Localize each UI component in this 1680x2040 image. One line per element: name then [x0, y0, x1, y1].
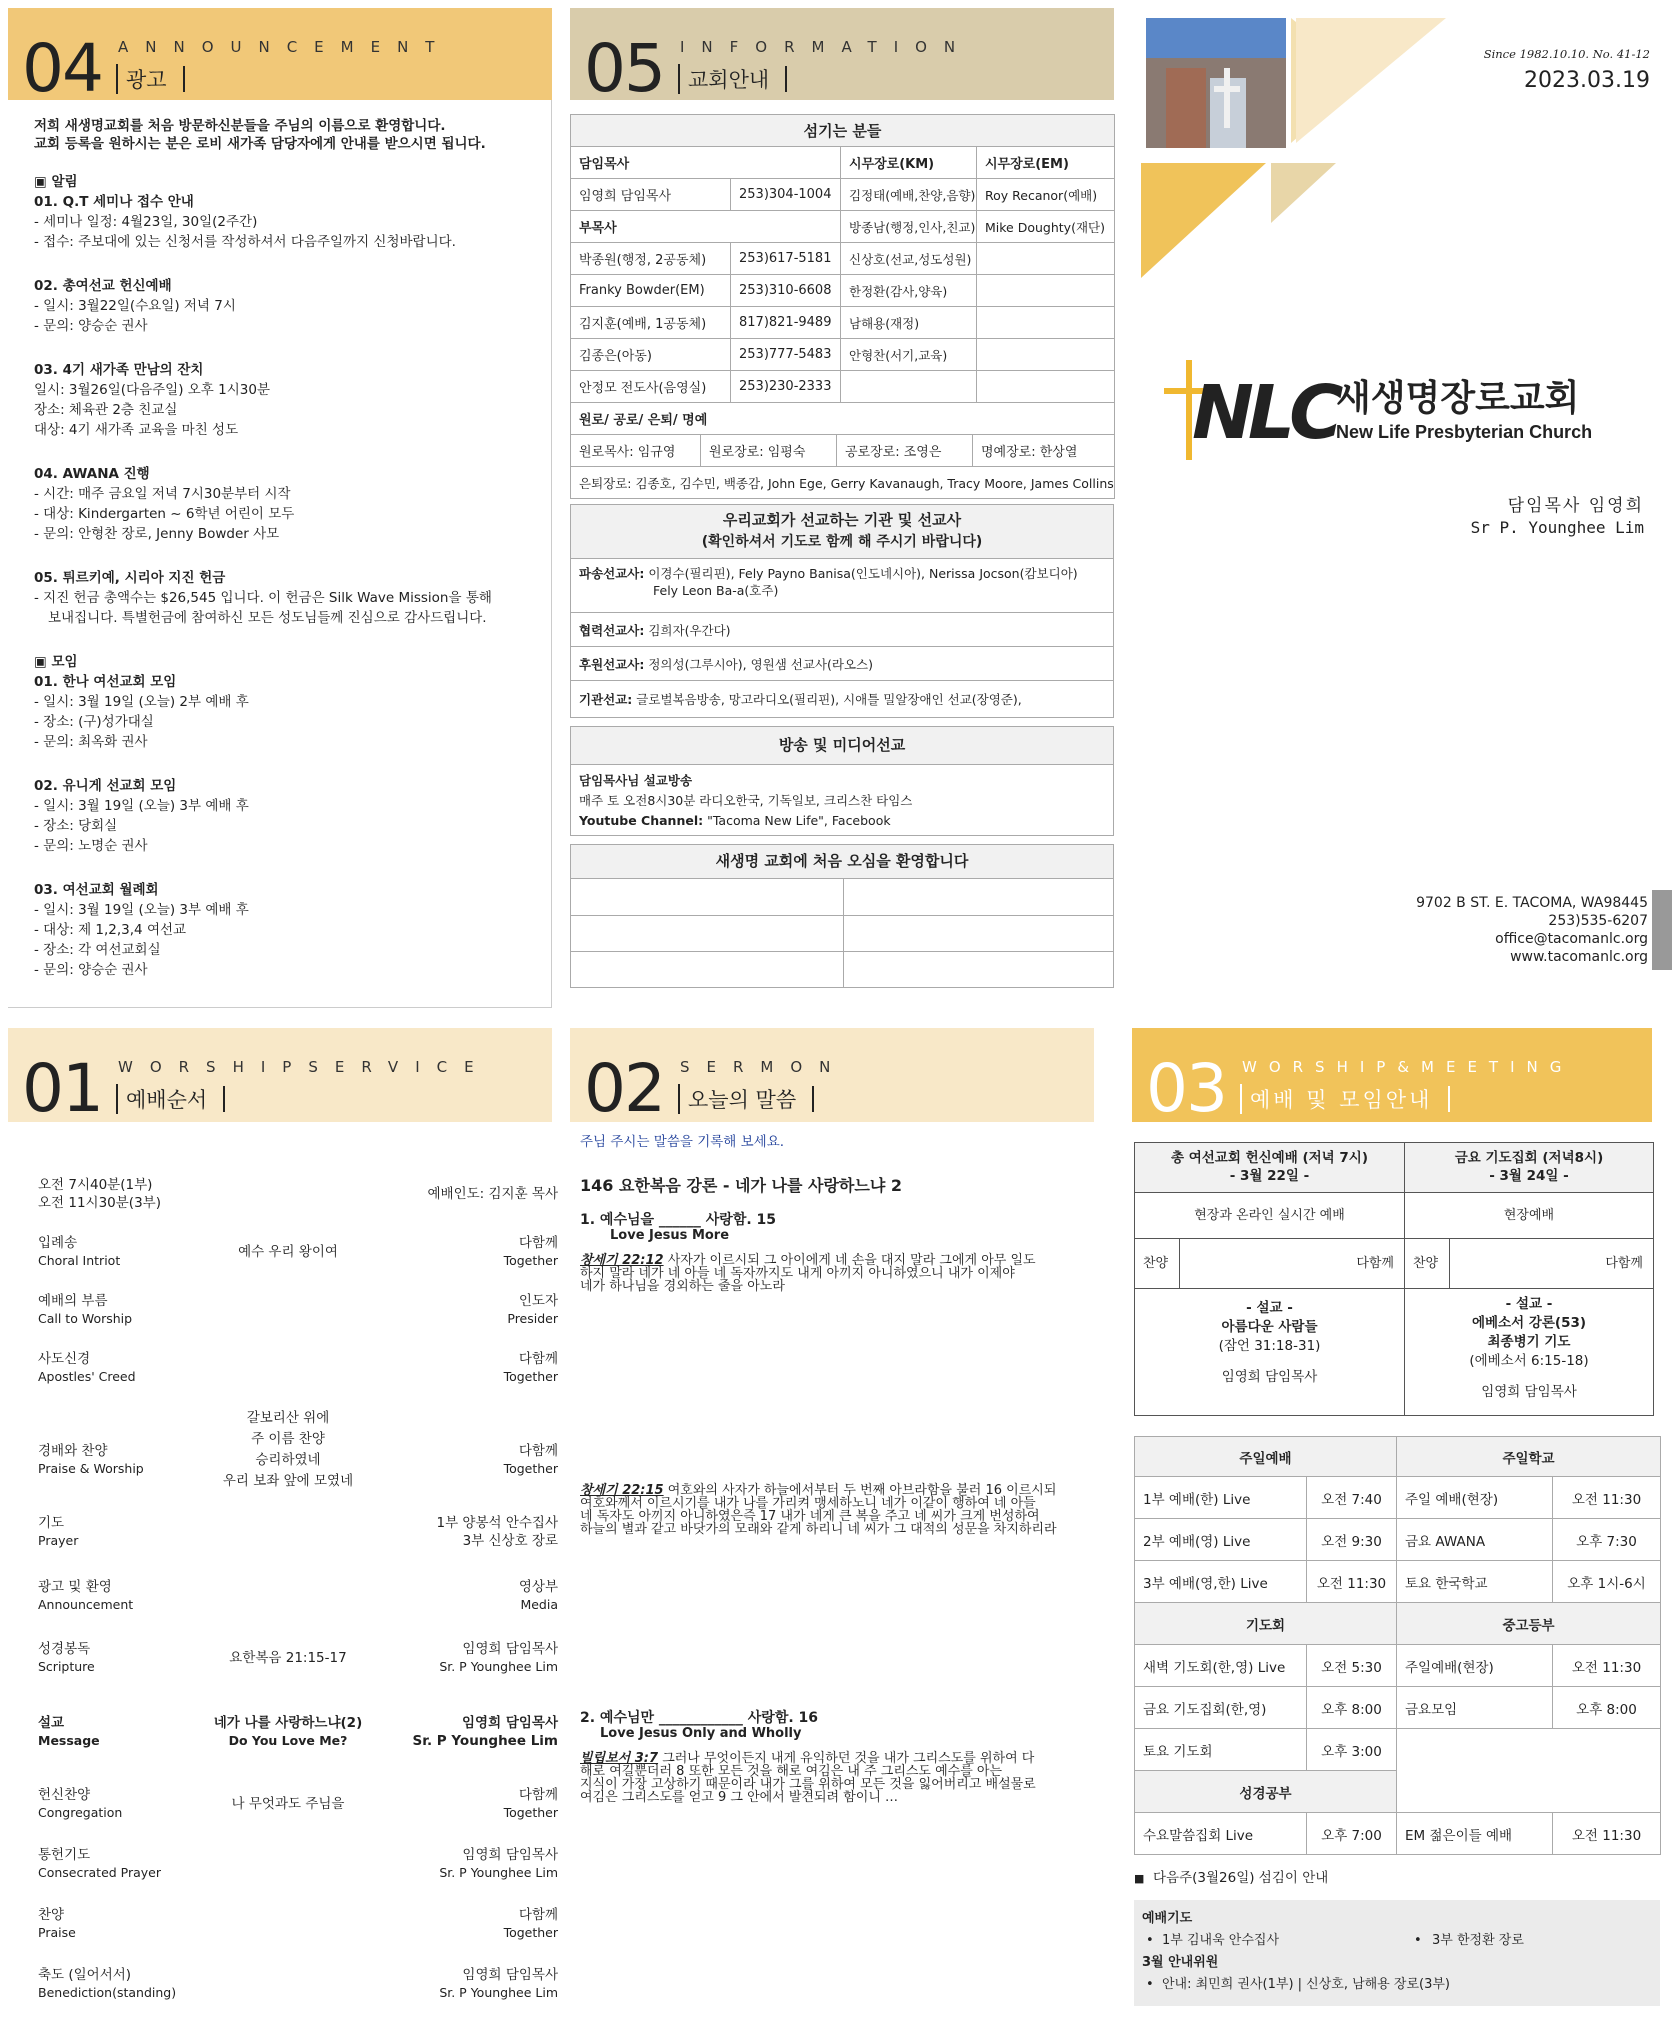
notice-4-line: - 대상: Kindergarten ~ 6학년 어린이 모두: [34, 506, 295, 522]
point-1-en: Love Jesus More: [610, 1228, 730, 1243]
table-cell: 원로장로: 임평숙: [701, 435, 837, 467]
table-cell: 공로장로: 조영은: [837, 435, 973, 467]
order-person: 임영희 담임목사: [462, 1847, 558, 1863]
welcome-line-1: 저희 새생명교회를 처음 방문하신분들을 주님의 이름으로 환영합니다.: [34, 118, 446, 134]
prayer-person: 1부 김내욱 안수집사: [1162, 1933, 1279, 1948]
km-header: 시무장로(KM): [841, 147, 977, 179]
table-cell: Franky Bowder(EM): [571, 275, 731, 307]
meeting-1-line: - 문의: 최옥화 권사: [34, 734, 148, 750]
service-time: 오전 7시40분(1부): [38, 1177, 153, 1193]
church-logo: [1164, 360, 1644, 480]
table-cell: 은퇴장로: 김종호, 김수민, 백종감, John Ege, Gerry Kavanaugh, Tracy Moore, James Collins: [571, 467, 1115, 499]
order-title-en: Choral Intriot: [38, 1253, 121, 1268]
order-person-en: Sr. P Younghee Lim: [412, 1733, 558, 1749]
missionary-label: 협력선교사:: [579, 623, 645, 638]
order-title: 성경봉독: [38, 1641, 91, 1657]
order-person: 다함께: [518, 1443, 558, 1459]
missionary-list: 글로벌복음방송, 망고라디오(필리핀), 시애틀 밀알장애인 선교(장영준),: [636, 692, 1022, 707]
verse-text: 네 독자도 아끼지 아니하였은즉 17 내가 네게 큰 복을 주고 네 씨가 크게 번성하여: [580, 1509, 1040, 1524]
table-cell: 오전 5:30: [1307, 1645, 1397, 1687]
table-cell: 남해용(재정): [841, 307, 977, 339]
order-title-en: Scripture: [38, 1659, 95, 1674]
verse-ref: 창세기 22:15: [580, 1483, 664, 1498]
order-content: 우리 보좌 앞에 모였네: [222, 1473, 354, 1489]
media-line: 매주 토 오전8시30분 라디오한국, 기독일보, 크리스찬 타임스: [579, 793, 913, 808]
table-cell: 817)821-9489: [731, 307, 841, 339]
service-place: 현장예배: [1405, 1193, 1653, 1239]
verse-text: 사자가 이르시되 그 아이에게 네 손을 대지 말라 그에게 아무 일도: [663, 1253, 1036, 1268]
order-person-en: Media: [520, 1597, 558, 1612]
verse-2: [580, 1484, 1057, 1536]
phone-line: 253)535-6207: [1548, 913, 1648, 929]
sermon-panel: [570, 1028, 1114, 2032]
verse-1: [580, 1254, 1036, 1293]
order-person-en: Together: [503, 1925, 558, 1940]
meeting-2-line: - 문의: 노명순 권사: [34, 838, 148, 854]
staff-table: [570, 114, 1115, 435]
table-cell: 오후 8:00: [1553, 1687, 1661, 1729]
table-cell: 금요 기도집회(한,영): [1135, 1687, 1307, 1729]
table-cell: 한정환(감사,양육): [841, 275, 977, 307]
section-number: 04: [22, 30, 102, 107]
order-title: 광고 및 환영: [38, 1579, 112, 1595]
table-cell: 금요 AWANA: [1397, 1519, 1553, 1561]
bullet-icon: •: [1146, 1977, 1154, 1992]
missionary-list: 정의성(그루시아), 영원샘 선교사(라오스): [648, 657, 873, 672]
notice-3-line: 일시: 3월26일(다음주일) 오후 1시30분: [34, 382, 270, 398]
sermon-title: 최종병기 기도: [1487, 1334, 1571, 1350]
missionary-list: 이경수(필리핀), Fely Payno Banisa(인도네시아), Nerissa Jocson(캄보디아): [648, 566, 1078, 581]
prayer-heading: 예배기도: [1142, 1911, 1193, 1926]
address-line: 9702 B ST. E. TACOMA, WA98445: [1416, 895, 1648, 911]
church-name-en: New Life Presbyterian Church: [1336, 422, 1593, 442]
section-eng-title: INFORMATION: [680, 38, 973, 56]
media-line: 담임목사님 설교방송: [579, 773, 693, 788]
order-title-en: Benediction(standing): [38, 1985, 177, 2000]
table-cell: 주일예배(현장): [1397, 1645, 1553, 1687]
meeting-3-line: - 문의: 양승순 권사: [34, 962, 148, 978]
table-cell: 김지훈(예배, 1공동체): [571, 307, 731, 339]
order-title: 예배의 부름: [38, 1293, 108, 1309]
cover-graphic: [1136, 8, 1476, 308]
senior-header: 담임목사: [571, 147, 841, 179]
worship-leader: 예배인도: 김지훈 목사: [427, 1186, 558, 1202]
service-place: 현장과 온라인 실시간 예배: [1135, 1193, 1405, 1239]
meeting-3-title: 03. 여선교회 월례회: [34, 882, 159, 898]
meeting-2-line: - 일시: 3월 19일 (오늘) 3부 예배 후: [34, 798, 249, 814]
verse-text: 여김은 그리스도를 얻고 9 그 안에서 발견되려 함이니 …: [580, 1790, 899, 1805]
meeting-1-line: - 장소: (구)성가대실: [34, 714, 154, 730]
square-bullet-icon: ■: [1134, 1872, 1145, 1885]
email-line: office@tacomanlc.org: [1495, 931, 1648, 947]
announcement-panel: [8, 8, 552, 1008]
order-content: 갈보리산 위에: [246, 1410, 330, 1426]
verse-text: 해로 여길뿐더러 8 또한 모든 것을 해로 여김은 내 주 그리스도 예수를 아는: [580, 1764, 1003, 1779]
schedule-header: 주일예배: [1135, 1437, 1397, 1477]
verse-text: 여호와께서 이르시기를 내가 나를 가리켜 맹세하노니 네가 이같이 행하여 네 아들: [580, 1496, 1036, 1511]
assoc-header: 부목사: [571, 211, 841, 243]
praise-label: 찬양: [1413, 1256, 1439, 1271]
table-cell: 오후 8:00: [1307, 1687, 1397, 1729]
service-date: - 3월 24일 -: [1489, 1168, 1569, 1184]
order-title: 통헌기도: [38, 1847, 91, 1863]
table-cell: 253)777-5483: [731, 339, 841, 371]
table-cell: 오후 7:00: [1307, 1813, 1397, 1855]
point-2: 2. 예수님만 ____________ 사랑함. 16: [580, 1710, 819, 1726]
order-title: 입례송: [38, 1235, 78, 1251]
notice-4-line: - 문의: 안형찬 장로, Jenny Bowder 사모: [34, 526, 280, 542]
table-cell: 오전 9:30: [1307, 1519, 1397, 1561]
usher-heading: 3월 안내위원: [1142, 1955, 1219, 1970]
missions-title: 우리교회가 선교하는 기관 및 선교사: [722, 511, 962, 529]
verse-text: 네가 하나님을 경외하는 줄을 아노라: [580, 1279, 785, 1294]
table-cell: 오전 11:30: [1553, 1477, 1661, 1519]
table-cell: 안정모 전도사(음영실): [571, 371, 731, 403]
table-cell: 방종남(행정,인사,친교): [841, 211, 977, 243]
pastor-name-en: Sr P. Younghee Lim: [1470, 518, 1644, 537]
order-person: 다함께: [518, 1235, 558, 1251]
media-label: Youtube Channel:: [579, 813, 704, 828]
meeting-panel: [1132, 1028, 1672, 2032]
order-person: 인도자: [518, 1293, 558, 1309]
order-person-en: Sr. P Younghee Lim: [439, 1659, 558, 1674]
order-title: 경배와 찬양: [38, 1443, 108, 1459]
meeting-2-line: - 장소: 당회실: [34, 818, 118, 834]
service-title: 총 여선교회 헌신예배 (저녁 7시): [1170, 1150, 1369, 1166]
table-cell: 2부 예배(영) Live: [1135, 1519, 1307, 1561]
notice-5-line: - 지진 헌금 총액수는 $26,545 입니다. 이 헌금은 Silk Wave Mission을 통해: [34, 590, 492, 606]
point-2-en: Love Jesus Only and Wholly: [600, 1726, 802, 1741]
since-line: Since 1982.10.10. No. 41-12: [1483, 47, 1650, 61]
schedule-table: [1134, 1436, 1661, 1855]
missionary-list: Fely Leon Ba-a(호주): [653, 583, 779, 598]
elders-header: 원로/ 공로/ 은퇴/ 명예: [571, 403, 1115, 435]
order-person-en: Presider: [507, 1311, 558, 1326]
order-person-en: Together: [503, 1253, 558, 1268]
preacher: 임영희 담임목사: [1481, 1384, 1577, 1400]
verse-text: 그러나 무엇이든지 내게 유익하던 것을 내가 그리스도를 위하여 다: [658, 1751, 1035, 1766]
section-number: 02: [584, 1050, 664, 1127]
order-title: 축도 (일어서서): [38, 1967, 132, 1983]
order-row: [38, 1408, 558, 1498]
order-title: 설교: [38, 1715, 65, 1731]
section-kor-title: 오늘의 말씀: [678, 1084, 814, 1114]
order-person: 다함께: [518, 1907, 558, 1923]
table-cell: 안형찬(서기,교육): [841, 339, 977, 371]
table-cell: 오전 11:30: [1553, 1813, 1661, 1855]
order-person-en: Sr. P Younghee Lim: [439, 1985, 558, 2000]
notice-1-line: - 세미나 일정: 4월23일, 30일(2주간): [34, 214, 258, 230]
praise-value: 다함께: [1605, 1256, 1643, 1271]
order-person: 1부 양봉석 안수집사: [436, 1515, 558, 1531]
sermon-ref: (에베소서 6:15-18): [1469, 1353, 1589, 1369]
order-title-en: Announcement: [38, 1597, 134, 1612]
staff-title: 섬기는 분들: [571, 115, 1115, 147]
meeting-1-line: - 일시: 3월 19일 (오늘) 2부 예배 후: [34, 694, 249, 710]
notice-2-line: - 일시: 3월22일(수요일) 저녁 7시: [34, 298, 236, 314]
service-title: 금요 기도집회 (저녁8시): [1454, 1150, 1604, 1166]
verse-text: 여호와의 사자가 하늘에서부터 두 번째 아브라함을 불러 16 이르시되: [663, 1483, 1057, 1498]
notice-4-title: 04. AWANA 진행: [34, 466, 150, 482]
section-kor-title: 예배 및 모임안내: [1240, 1084, 1450, 1114]
section-kor-title: 예배순서: [116, 1084, 225, 1114]
order-content: 요한복음 21:15-17: [229, 1650, 347, 1666]
notice-5-line: 보내집니다. 특별헌금에 참여하신 모든 성도님들께 진심으로 감사드립니다.: [48, 610, 487, 626]
order-title: 기도: [38, 1515, 65, 1531]
notice-3-line: 장소: 체육관 2층 친교실: [34, 402, 178, 418]
sermon-title: 네가 나를 사랑하느냐(2): [213, 1715, 363, 1731]
next-week-box: [1134, 1900, 1660, 2006]
order-title-en: Message: [38, 1733, 100, 1748]
table-cell: 김정태(예배,찬양,음향): [841, 179, 977, 211]
missionary-label: 후원선교사:: [579, 657, 645, 672]
table-cell: 주일 예배(현장): [1397, 1477, 1553, 1519]
meeting-header: [1132, 1028, 1652, 1127]
point-1: 1. 예수님을 ______ 사랑함. 15: [580, 1212, 777, 1228]
order-person: 다함께: [518, 1787, 558, 1803]
missionary-label: 파송선교사:: [579, 566, 645, 581]
welcome-title: 새생명 교회에 처음 오심을 환영합니다: [571, 845, 1113, 879]
section-kor-title: 교회안내: [678, 64, 787, 94]
table-cell: Roy Recanor(예배): [977, 179, 1115, 211]
section-number: 01: [22, 1050, 102, 1127]
missionary-list: 김희자(우간다): [648, 623, 731, 638]
em-header: 시무장로(EM): [977, 147, 1115, 179]
order-title-en: Praise & Worship: [38, 1461, 144, 1476]
table-cell: 3부 예배(영,한) Live: [1135, 1561, 1307, 1603]
usher-list: 안내: 최민희 권사(1부) | 신상호, 남해용 장로(3부): [1162, 1977, 1451, 1992]
section-eng-title: ANNOUNCEMENT: [118, 38, 452, 56]
order-person-en: Together: [503, 1461, 558, 1476]
praise-label: 찬양: [1143, 1256, 1169, 1271]
table-cell: 오전 7:40: [1307, 1477, 1397, 1519]
table-cell: 임영희 담임목사: [571, 179, 731, 211]
order-person: 임영희 담임목사: [462, 1715, 558, 1731]
special-services-box: [1134, 1142, 1654, 1416]
sermon-header: [570, 1028, 1094, 1127]
service-time: 오전 11시30분(3부): [38, 1195, 161, 1211]
missionary-label: 기관선교:: [579, 692, 633, 707]
order-title-en: Apostles' Creed: [38, 1369, 136, 1384]
order-content: 나 무엇과도 주님을: [231, 1796, 345, 1812]
church-name-kr: 새생명장로교회: [1336, 378, 1580, 419]
order-content: 주 이름 찬양: [251, 1431, 325, 1447]
table-cell: EM 젊은이들 예배: [1397, 1813, 1553, 1855]
section-number: 03: [1146, 1050, 1226, 1127]
table-cell: 새벽 기도회(한,영) Live: [1135, 1645, 1307, 1687]
table-cell: 박종원(행정, 2공동체): [571, 243, 731, 275]
sermon-ref: (잠언 31:18-31): [1218, 1338, 1321, 1354]
notice-2-line: - 문의: 양승순 권사: [34, 318, 148, 334]
announcement-header: [8, 8, 552, 107]
order-title: 사도신경: [38, 1351, 91, 1367]
verse-text: 하늘의 별과 같고 바닷가의 모래와 같게 하리니 네 씨가 그 대적의 성문을 차지하리라: [580, 1522, 1057, 1537]
order-person: 임영희 담임목사: [462, 1641, 558, 1657]
meeting-3-line: - 일시: 3월 19일 (오늘) 3부 예배 후: [34, 902, 249, 918]
verse-3: [580, 1752, 1036, 1804]
table-cell: 김종은(아동): [571, 339, 731, 371]
table-cell: 명예장로: 한상열: [973, 435, 1115, 467]
meeting-1-title: 01. 한나 여선교회 모임: [34, 674, 177, 690]
table-cell: 수요말씀집회 Live: [1135, 1813, 1307, 1855]
sermon-title: 에베소서 강론(53): [1471, 1315, 1587, 1331]
schedule-header: 중고등부: [1397, 1603, 1661, 1645]
table-cell: Mike Doughty(재단): [977, 211, 1115, 243]
schedule-header: 주일학교: [1397, 1437, 1661, 1477]
website-line: www.tacomanlc.org: [1510, 949, 1648, 965]
information-header: [570, 8, 1114, 107]
verse-ref: 창세기 22:12: [580, 1253, 664, 1268]
missions-subtitle: (확인하셔서 기도로 함께 해 주시기 바랍니다): [701, 534, 983, 550]
next-week-title: [1134, 1868, 1328, 1889]
bullet-icon: •: [1414, 1933, 1422, 1948]
verse-text: 지식이 가장 고상하기 때문이라 내가 그를 위하여 모든 것을 잃어버리고 배설물로: [580, 1777, 1036, 1792]
table-cell: 오후 1시-6시: [1553, 1561, 1661, 1603]
table-cell: 원로목사: 임규영: [571, 435, 701, 467]
order-content: 예수 우리 왕이여: [238, 1244, 338, 1260]
notice-4-line: - 시간: 매주 금요일 저녁 7시30분부터 시작: [34, 486, 291, 502]
prayer-person: 3부 한정환 장로: [1432, 1933, 1524, 1948]
service-date: - 3월 22일 -: [1229, 1168, 1310, 1184]
table-cell: 토요 한국학교: [1397, 1561, 1553, 1603]
table-cell: 253)617-5181: [731, 243, 841, 275]
order-person: 임영희 담임목사: [462, 1967, 558, 1983]
elders-table: [570, 434, 1115, 499]
meeting-heading: ▣ 모임: [34, 654, 78, 670]
order-title-en: Call to Worship: [38, 1311, 133, 1326]
sermon-title-en: Do You Love Me?: [228, 1733, 348, 1748]
notice-3-line: 대상: 4기 새가족 교육을 마친 성도: [34, 422, 239, 438]
order-title-en: Prayer: [38, 1533, 79, 1548]
table-cell: 오전 11:30: [1553, 1645, 1661, 1687]
table-cell: 토요 기도회: [1135, 1729, 1307, 1771]
verse-ref: 빌립보서 3:7: [580, 1751, 659, 1766]
logo-letters: NLC: [1192, 370, 1338, 456]
section-kor-title: 광고: [116, 64, 185, 94]
order-person-en: Together: [503, 1369, 558, 1384]
welcome-line-2: 교회 등록을 원하시는 분은 로비 새가족 담당자에게 안내를 받으시면 됩니다.: [34, 136, 486, 152]
order-person-en: Together: [503, 1805, 558, 1820]
praise-value: 다함께: [1356, 1256, 1394, 1271]
sermon-label: - 설교 -: [1246, 1300, 1293, 1316]
order-person: 3부 신상호 장로: [462, 1533, 558, 1549]
table-cell: 신상호(선교,성도성원): [841, 243, 977, 275]
table-cell: 오후 3:00: [1307, 1729, 1397, 1771]
cover-panel: [1136, 8, 1672, 1008]
table-cell: 253)304-1004: [731, 179, 841, 211]
schedule-header: 기도회: [1135, 1603, 1397, 1645]
side-bar: [1652, 890, 1672, 970]
pastor-name-kr: 담임목사 임영희: [1507, 496, 1644, 516]
media-box: [570, 726, 1114, 836]
preacher: 임영희 담임목사: [1221, 1369, 1318, 1385]
welcome-box: [570, 844, 1114, 988]
table-cell: 오후 7:30: [1553, 1519, 1661, 1561]
media-line: "Tacoma New Life", Facebook: [707, 813, 891, 828]
table-cell: 금요모임: [1397, 1687, 1553, 1729]
notice-1-title: 01. Q.T 세미나 접수 안내: [34, 194, 194, 210]
order-person: 영상부: [518, 1579, 558, 1595]
meeting-2-title: 02. 유니게 선교회 모임: [34, 778, 177, 794]
table-cell: 253)230-2333: [731, 371, 841, 403]
table-cell: 253)310-6608: [731, 275, 841, 307]
order-title-en: Consecrated Prayer: [38, 1865, 162, 1880]
notice-1-line: - 접수: 주보대에 있는 신청서를 작성하셔서 다음주일까지 신청바랍니다.: [34, 234, 456, 250]
information-panel: [570, 8, 1114, 1008]
order-person: 다함께: [518, 1351, 558, 1367]
order-person-en: Sr. P Younghee Lim: [439, 1865, 558, 1880]
notice-5-title: 05. 튀르키예, 시리아 지진 헌금: [34, 570, 226, 586]
missions-box: [570, 504, 1114, 718]
section-eng-title: SERMON: [680, 1058, 848, 1076]
order-title-en: Congregation: [38, 1805, 123, 1820]
sermon-intro: 주님 주시는 말씀을 기록해 보세요.: [580, 1134, 785, 1150]
worship-header: [8, 1028, 552, 1127]
order-title: 헌신찬양: [38, 1787, 91, 1803]
section-eng-title: WORSHIPSERVICE: [118, 1058, 491, 1076]
schedule-header: 성경공부: [1135, 1771, 1397, 1813]
table-cell: 오전 11:30: [1307, 1561, 1397, 1603]
next-week-label: 다음주(3월26일) 섬김이 안내: [1153, 1870, 1329, 1886]
order-title: 찬양: [38, 1907, 65, 1923]
section-eng-title: WORSHIP&MEETING: [1242, 1058, 1574, 1076]
verse-text: 하지 말라 네가 네 아들 네 독자까지도 내게 아끼지 아니하였으니 내가 이제야: [580, 1266, 1015, 1281]
bullet-icon: •: [1146, 1933, 1154, 1948]
worship-panel: [8, 1028, 558, 2032]
sermon-title: 아름다운 사람들: [1221, 1319, 1318, 1335]
bulletin-date: 2023.03.19: [1524, 68, 1650, 93]
notice-2-title: 02. 총여선교 헌신예배: [34, 278, 172, 294]
meeting-3-line: - 장소: 각 여선교회실: [34, 942, 161, 958]
notice-heading: ▣ 알림: [34, 174, 78, 190]
meeting-3-line: - 대상: 제 1,2,3,4 여선교: [34, 922, 187, 938]
notice-3-title: 03. 4기 새가족 만남의 잔치: [34, 362, 204, 378]
section-number: 05: [584, 30, 664, 107]
order-content: 승리하였네: [255, 1452, 321, 1468]
sermon-title: 146 요한복음 강론 - 네가 나를 사랑하느냐 2: [580, 1176, 903, 1195]
table-cell: 1부 예배(한) Live: [1135, 1477, 1307, 1519]
order-title-en: Praise: [38, 1925, 76, 1940]
media-title: 방송 및 미디어선교: [571, 727, 1113, 765]
sermon-label: - 설교 -: [1505, 1296, 1553, 1312]
